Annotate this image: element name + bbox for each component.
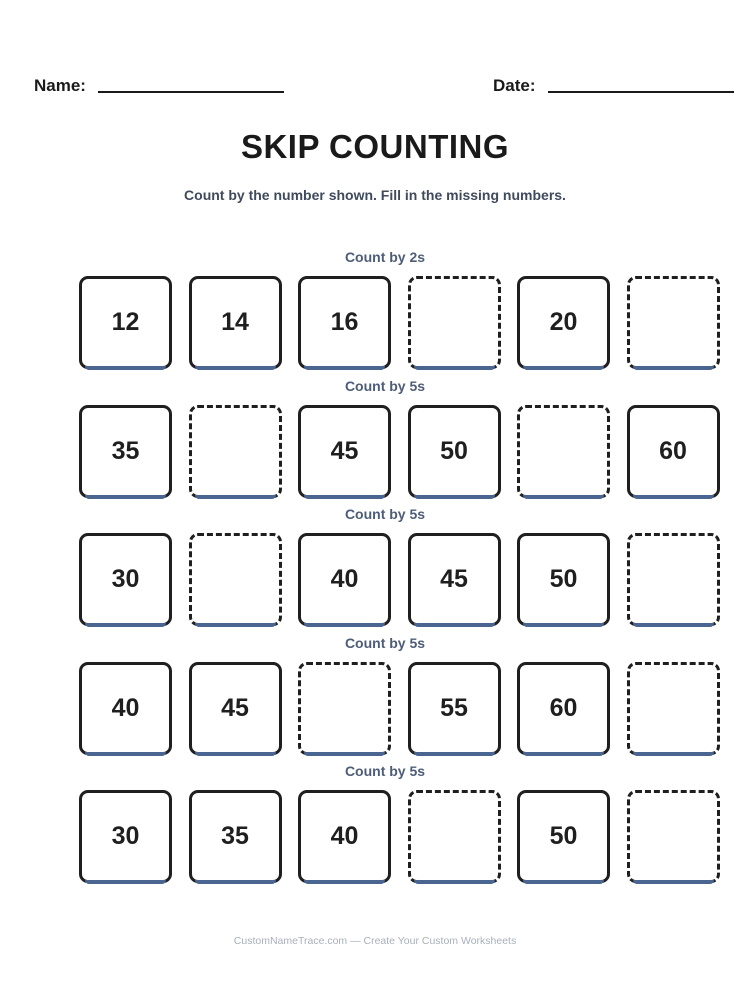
blank-answer-box[interactable] xyxy=(189,405,282,498)
number-box: 35 xyxy=(189,790,282,883)
page-title: SKIP COUNTING xyxy=(240,128,510,165)
skip-counting-rows xyxy=(79,248,691,891)
footer-credit: CustomNameTrace.com — Create Your Custom Worksheets xyxy=(233,935,517,947)
number-box: 16 xyxy=(298,276,391,369)
number-boxes xyxy=(79,662,720,755)
counting-row xyxy=(79,634,691,763)
number-box: 50 xyxy=(517,790,610,883)
number-box: 14 xyxy=(189,276,282,369)
number-box: 45 xyxy=(189,662,282,755)
row-label: Count by 2s xyxy=(344,249,426,265)
counting-row xyxy=(79,248,691,377)
number-box: 55 xyxy=(408,662,501,755)
number-box: 40 xyxy=(298,790,391,883)
number-box: 30 xyxy=(79,790,172,883)
number-box: 50 xyxy=(517,533,610,626)
row-label: Count by 5s xyxy=(344,763,426,779)
name-label: Name: xyxy=(34,76,86,95)
number-box: 60 xyxy=(627,405,720,498)
blank-answer-box[interactable] xyxy=(627,276,720,369)
number-box: 60 xyxy=(517,662,610,755)
blank-answer-box[interactable] xyxy=(408,276,501,369)
number-boxes xyxy=(79,276,720,369)
date-field xyxy=(493,74,734,98)
number-box: 45 xyxy=(298,405,391,498)
row-label: Count by 5s xyxy=(344,506,426,522)
blank-answer-box[interactable] xyxy=(298,662,391,755)
blank-answer-box[interactable] xyxy=(408,790,501,883)
number-box: 30 xyxy=(79,533,172,626)
number-boxes xyxy=(79,533,720,626)
number-box: 35 xyxy=(79,405,172,498)
instructions: Count by the number shown. Fill in the missing numbers. xyxy=(184,187,566,203)
number-box: 40 xyxy=(298,533,391,626)
row-label: Count by 5s xyxy=(344,634,426,651)
row-label: Count by 5s xyxy=(344,377,426,394)
number-box: 20 xyxy=(517,276,610,369)
date-input-line[interactable] xyxy=(548,91,734,93)
date-label: Date: xyxy=(493,76,536,95)
number-boxes xyxy=(79,790,720,883)
number-box: 50 xyxy=(408,405,501,498)
counting-row xyxy=(79,762,691,891)
number-boxes xyxy=(79,405,720,498)
blank-answer-box[interactable] xyxy=(627,533,720,626)
number-box: 12 xyxy=(79,276,172,369)
header-row xyxy=(34,74,736,100)
counting-row xyxy=(79,505,691,634)
blank-answer-box[interactable] xyxy=(189,533,282,626)
blank-answer-box[interactable] xyxy=(627,790,720,883)
counting-row xyxy=(79,377,691,506)
name-field xyxy=(34,74,284,98)
blank-answer-box[interactable] xyxy=(517,405,610,498)
number-box: 40 xyxy=(79,662,172,755)
blank-answer-box[interactable] xyxy=(627,662,720,755)
number-box: 45 xyxy=(408,533,501,626)
name-input-line[interactable] xyxy=(98,91,284,93)
